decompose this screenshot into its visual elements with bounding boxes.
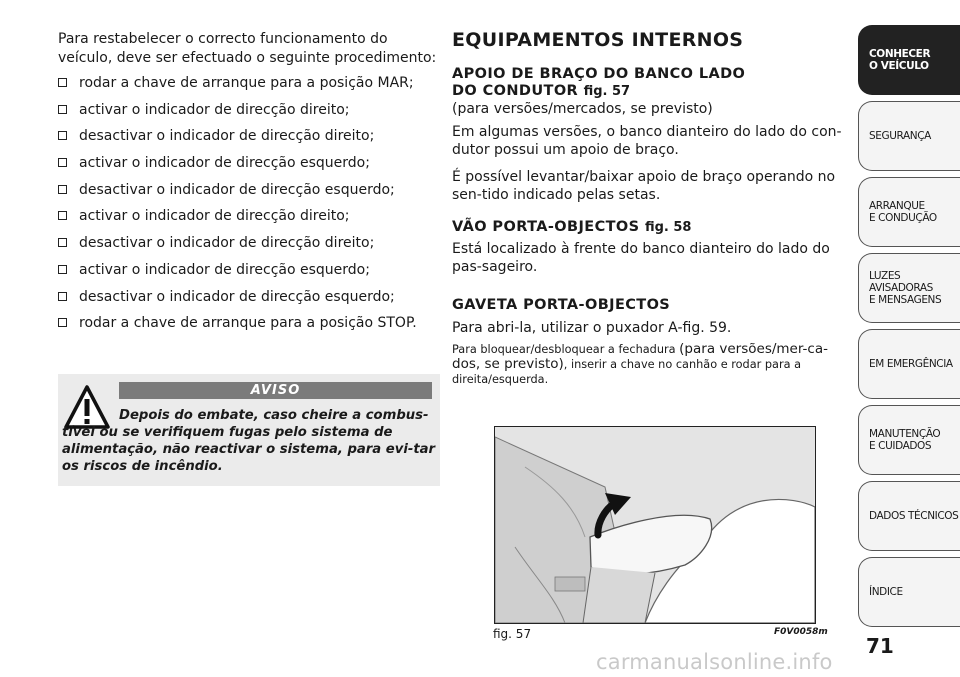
checkbox-bullet-icon	[58, 265, 67, 274]
watermark: carmanualsonline.info	[596, 650, 833, 674]
armrest-paragraph: É possível levantar/baixar apoio de braço operando no sen-tido indicado pelas setas.	[452, 169, 836, 203]
checkbox-bullet-icon	[58, 105, 67, 114]
figure-caption: fig. 57	[493, 627, 532, 641]
section-title: EQUIPAMENTOS INTERNOS	[452, 29, 744, 51]
tab-arranque-e-conducao[interactable]: ARRANQUE E CONDUÇÃO	[858, 177, 960, 247]
checkbox-bullet-icon	[58, 238, 67, 247]
checkbox-bullet-icon	[58, 318, 67, 327]
tab-luzes-avisadoras[interactable]: LUZES AVISADORAS E MENSAGENS	[858, 253, 960, 323]
checkbox-bullet-icon	[58, 185, 67, 194]
compartment-heading: VÃO PORTA-OBJECTOS fig. 58	[452, 219, 692, 235]
procedure-step: activar o indicador de direcção direito;	[58, 101, 443, 120]
armrest-heading: APOIO DE BRAÇO DO BANCO LADO DO CONDUTOR fig. 57	[452, 66, 746, 99]
warning-text: Depois do embate, caso cheire a combus-tível ou se verifiquem fugas pelo sistema de alimentação, não reactivar o sistema, para evi-tar os riscos de incêndio.	[62, 408, 436, 474]
procedure-step: rodar a chave de arranque para a posição MAR;	[58, 74, 443, 93]
armrest-paragraph: Em algumas versões, o banco dianteiro do lado do con-dutor possui um apoio de braço.	[452, 124, 842, 158]
warning-box	[58, 374, 440, 486]
procedure-step: desactivar o indicador de direcção esquerdo;	[58, 181, 443, 200]
procedure-step: activar o indicador de direcção esquerdo;	[58, 261, 443, 280]
checkbox-bullet-icon	[58, 211, 67, 220]
checkbox-bullet-icon	[58, 131, 67, 140]
procedure-step: activar o indicador de direcção esquerdo;	[58, 154, 443, 173]
tab-seguranca[interactable]: SEGURANÇA	[858, 101, 960, 171]
checkbox-bullet-icon	[58, 78, 67, 87]
armrest-illustration	[494, 426, 816, 624]
checkbox-bullet-icon	[58, 158, 67, 167]
procedure-step: desactivar o indicador de direcção direito;	[58, 127, 443, 146]
tab-dados-tecnicos[interactable]: DADOS TÉCNICOS	[858, 481, 960, 551]
procedure-intro: Para restabelecer o correcto funcionamento do veículo, deve ser efectuado o seguinte procedimento:	[58, 31, 437, 66]
drawer-paragraph: Para abri-la, utilizar o puxador A-fig. 59.	[452, 320, 732, 336]
figure-reference: fig. 57	[583, 84, 631, 99]
tab-manutencao[interactable]: MANUTENÇÃO E CUIDADOS	[858, 405, 960, 475]
procedure-step: desactivar o indicador de direcção esquerdo;	[58, 288, 443, 307]
figure-code: F0V0058m	[774, 627, 828, 637]
drawer-heading: GAVETA PORTA-OBJECTOS	[452, 297, 671, 313]
page-number: 71	[866, 634, 894, 658]
warning-label: AVISO	[119, 382, 432, 399]
chapter-tabs	[858, 25, 960, 633]
left-column	[58, 30, 443, 341]
armrest-note: (para versões/mercados, se previsto)	[452, 101, 713, 117]
compartment-paragraph: Está localizado à frente do banco dianteiro do lado do pas-sageiro.	[452, 241, 830, 275]
procedure-step: desactivar o indicador de direcção direito;	[58, 234, 443, 253]
tab-conhecer-o-veiculo[interactable]: CONHECER O VEÍCULO	[858, 25, 960, 95]
lock-paragraph: Para bloquear/desbloquear a fechadura (para versões/mer-ca-dos, se previsto), inserir a chave no canhão e rodar para a direita/esquerda.	[452, 341, 828, 386]
tab-indice[interactable]: ÍNDICE	[858, 557, 960, 627]
figure-reference: fig. 58	[644, 220, 692, 235]
main-column	[452, 28, 842, 396]
checkbox-bullet-icon	[58, 292, 67, 301]
procedure-step: rodar a chave de arranque para a posição STOP.	[58, 314, 443, 333]
procedure-steps	[58, 74, 443, 333]
armrest-drawing	[495, 427, 815, 623]
procedure-step: activar o indicador de direcção direito;	[58, 207, 443, 226]
tab-em-emergencia[interactable]: EM EMERGÊNCIA	[858, 329, 960, 399]
